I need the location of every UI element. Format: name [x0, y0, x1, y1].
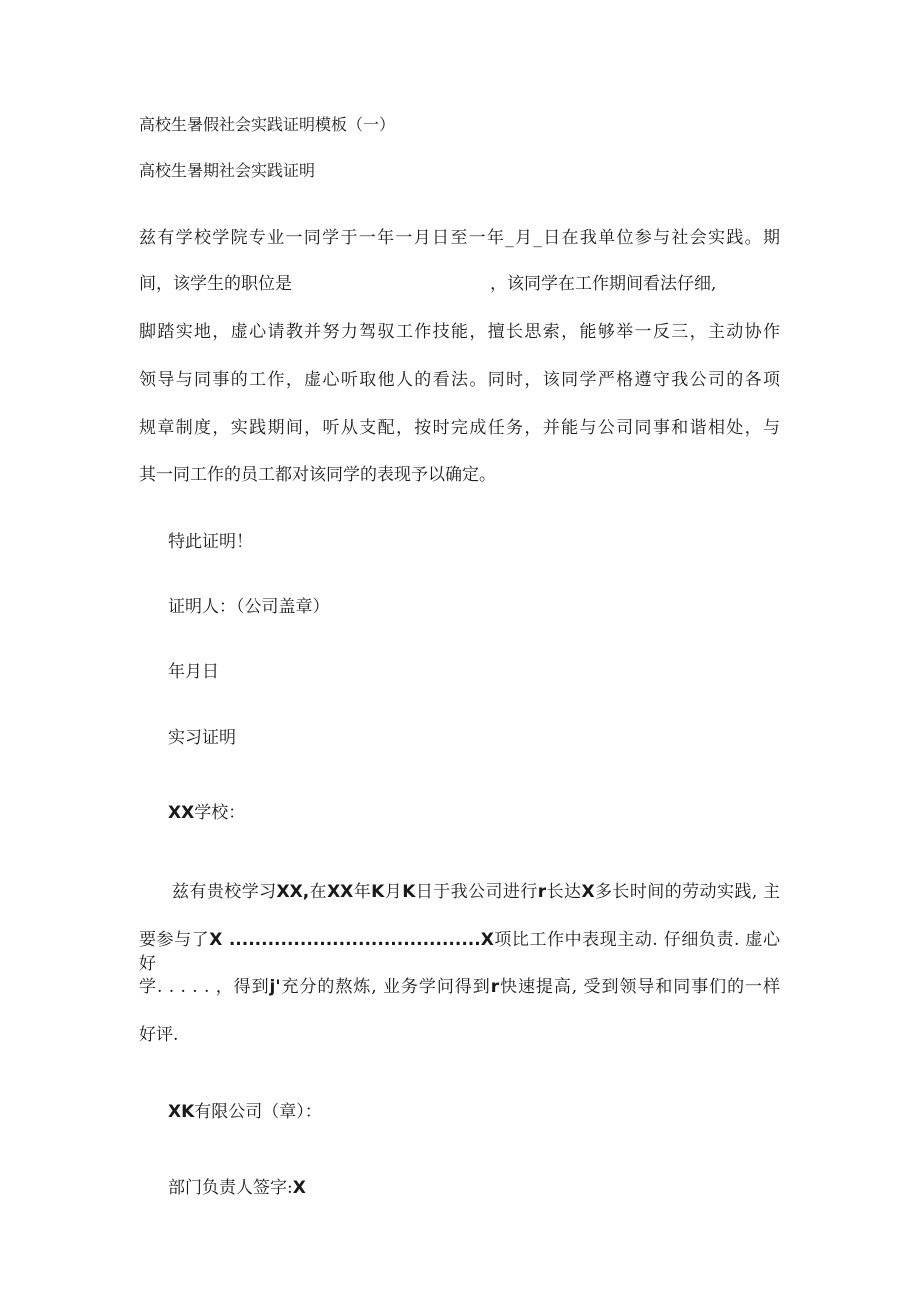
- paragraph-2-line1-segment-5: K: [371, 882, 385, 902]
- school-salutation: [168, 801, 245, 825]
- paragraph-2-line1-segment-11: X: [581, 882, 595, 902]
- document-title: 高校生暑假社会实践证明模板（一）: [139, 115, 396, 134]
- paragraph-2-line1-segment-7: K: [402, 882, 416, 902]
- paragraph-1-line-4: 领导与同事的工作，虚心听取他人的看法。同时，该同学严格遵守我公司的各项: [139, 370, 780, 390]
- internship-title: 实习证明: [168, 728, 236, 748]
- paragraph-2-line1-segment-9: r: [537, 882, 547, 902]
- paragraph-1-line-2: [139, 272, 716, 296]
- company-suffix: 有限公司（章）：: [194, 1102, 322, 1122]
- paragraph-2-line1-segment-3: XX: [327, 882, 354, 902]
- signature-value: X: [292, 1178, 306, 1198]
- paragraph-1-line-5: 规章制度，实践期间，听从支配，按时完成任务，并能与公司同事和谐相处，与: [139, 418, 780, 438]
- paragraph-2-line3-segment-0: 学. . . . . ，得到: [139, 977, 270, 997]
- paragraph-2-line-1: [172, 880, 780, 904]
- position-label: 间，该学生的职位是: [139, 274, 292, 294]
- paragraph-1-line-6: 其一同工作的员工都对该同学的表现予以确定。: [139, 465, 496, 485]
- paragraph-2-line1-segment-10: 长达: [546, 882, 582, 902]
- signature-line: [168, 1176, 306, 1200]
- paragraph-2-line1-segment-2: 在: [309, 882, 328, 902]
- paragraph-2-line1-segment-8: 日于我公司进行: [415, 882, 538, 902]
- certifier-line: 证明人：（公司盖章）: [168, 597, 330, 617]
- paragraph-2-line1-segment-12: 多长时间的劳动实践, 主: [594, 882, 781, 902]
- paragraph-1-line-3: 脚踏实地，虚心请教并努力驾驭工作技能，擅长思索，能够举一反三，主动协作: [139, 322, 780, 342]
- paragraph-2-line1-segment-1: XX,: [276, 882, 310, 902]
- school-suffix: 学校：: [194, 803, 246, 823]
- attitude-text: ，该同学在工作期间看法仔细,: [490, 274, 717, 294]
- school-placeholder: XX: [168, 803, 195, 823]
- document-subtitle: 高校生暑期社会实践证明: [139, 161, 316, 180]
- special-certify: 特此证明！: [168, 532, 253, 552]
- paragraph-2-line2-segment-1: X .......................................X: [209, 930, 494, 950]
- paragraph-2-line-4: 好评.: [139, 1025, 179, 1045]
- paragraph-2-line2-segment-2: 项比工作中表现主动. 仔细负责. 虚心好: [139, 930, 780, 974]
- paragraph-2-line-3: [139, 975, 780, 999]
- paragraph-2-line-2: [139, 928, 780, 976]
- paragraph-2-line1-segment-6: 月: [384, 882, 403, 902]
- date-line: 年月日: [168, 662, 219, 682]
- paragraph-2-line3-segment-4: 快速提高, 受到领导和同事们的一样: [499, 977, 780, 997]
- paragraph-2-line3-segment-3: r: [490, 977, 500, 997]
- company-placeholder: XK: [168, 1102, 195, 1122]
- paragraph-2-line1-segment-0: 兹有贵校学习: [172, 882, 277, 902]
- paragraph-2-line1-segment-4: 年: [353, 882, 372, 902]
- paragraph-2-line2-segment-0: 要参与了: [139, 930, 210, 950]
- paragraph-2-line3-segment-2: 充分的熬炼, 业务学问得到: [280, 977, 491, 997]
- signature-label: 部门负责人签字:: [168, 1178, 293, 1198]
- company-line: [168, 1100, 322, 1124]
- paragraph-1-line-1: 兹有学校学院专业一同学于一年一月日至一年_月_日在我单位参与社会实践。期: [139, 228, 780, 248]
- paragraph-2-line3-segment-1: j': [269, 977, 281, 997]
